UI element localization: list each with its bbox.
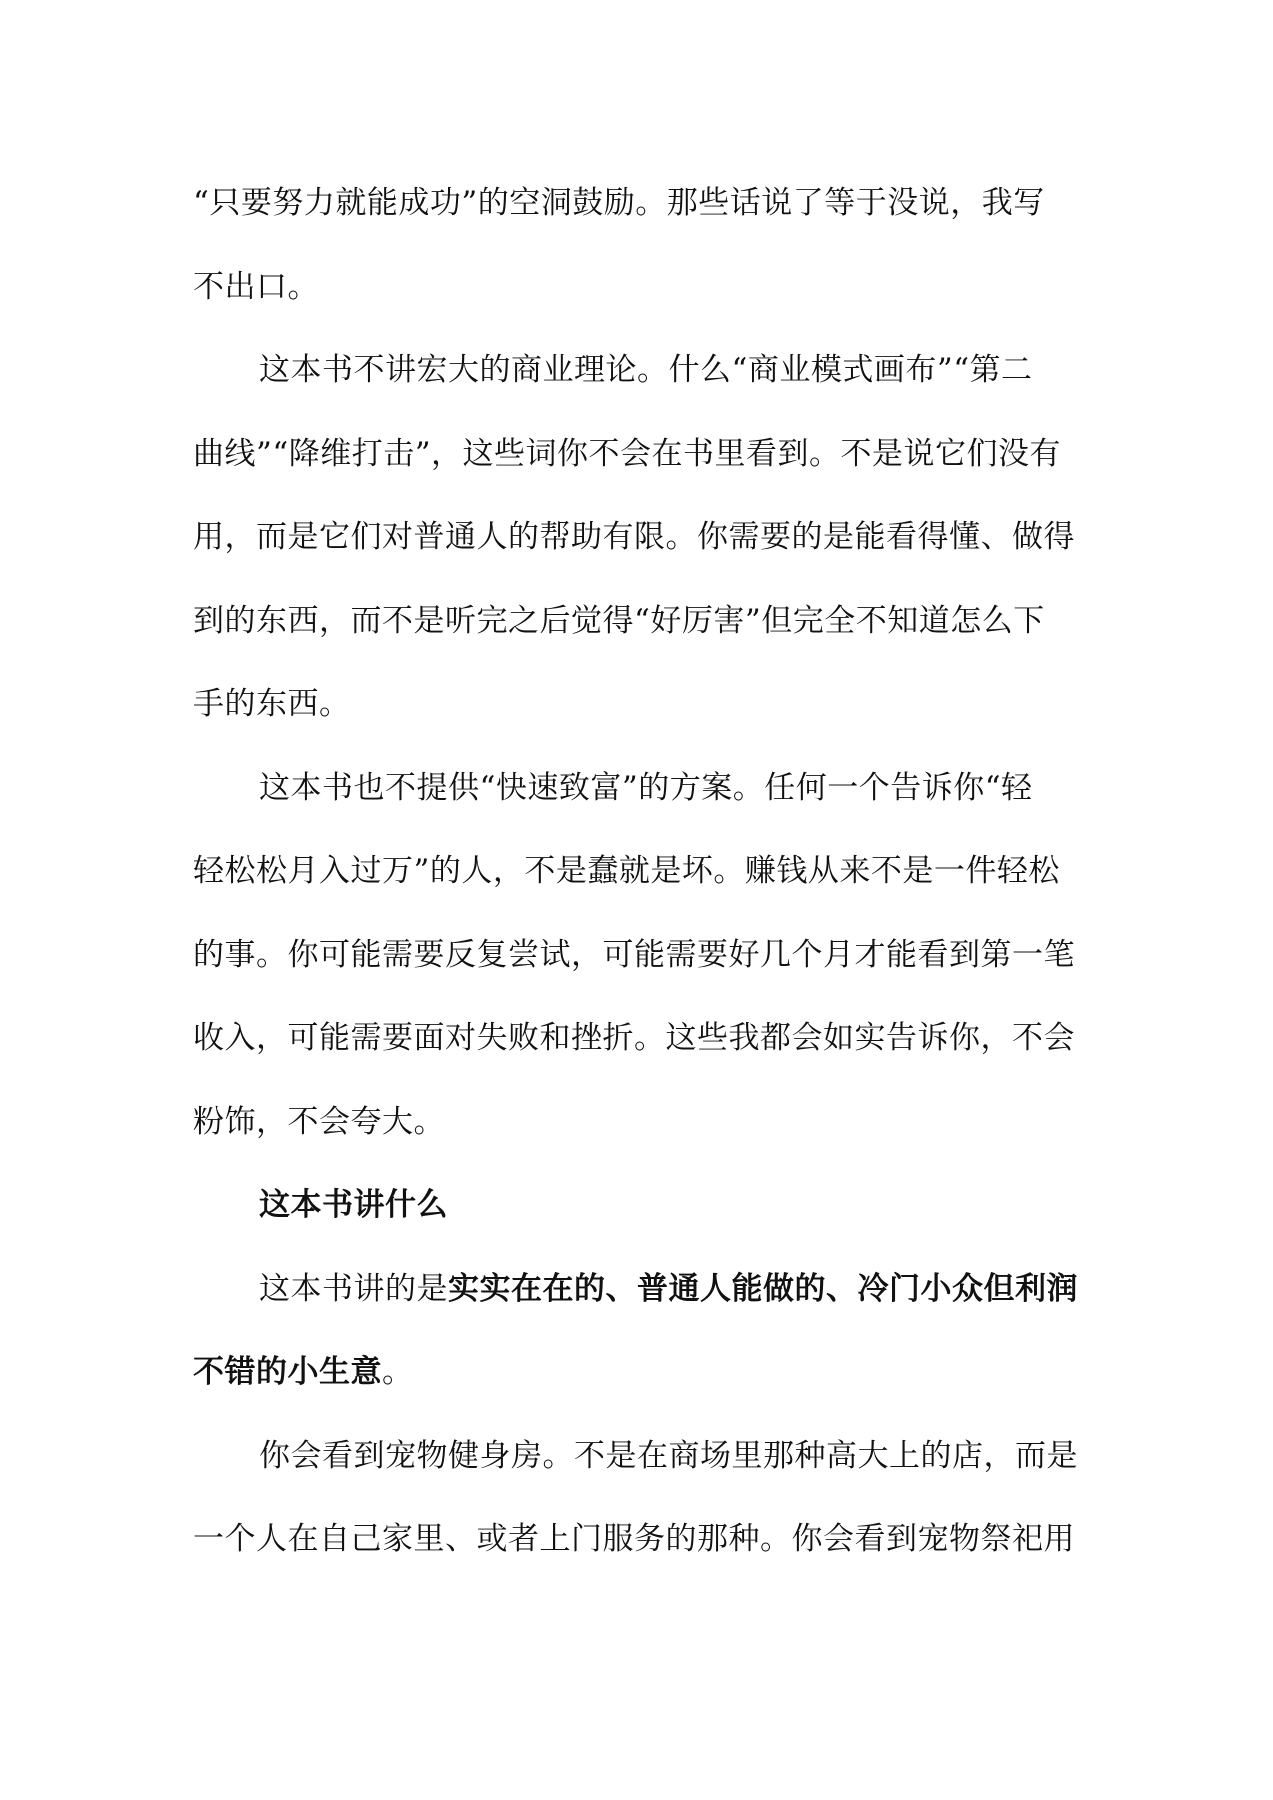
text-line: 一个人在自己家里、或者上门服务的那种。你会看到宠物祭祀用 [193,1521,1075,1557]
text-line: “只要努力就能成功”的空洞鼓励。那些话说了等于没说，我写 [193,185,1045,221]
text-line: 这本书不讲宏大的商业理论。什么“商业模式画布”“第二 [259,352,1033,388]
text-line: 用，而是它们对普通人的帮助有限。你需要的是能看得懂、做得 [193,519,1075,555]
text-line: 粉饰，不会夸大。 [193,1103,445,1140]
text-line [193,1248,1083,1332]
text-line: 不出口。 [193,268,319,305]
text-line [193,1331,1083,1415]
text-line: 轻松松月入过万”的人，不是蠢就是坏。赚钱从来不是一件轻松 [193,853,1060,889]
body-text [193,162,1083,1582]
text-line: 收入，可能需要面对失败和挫折。这些我都会如实告诉你，不会 [193,1020,1075,1056]
section-heading: 这本书讲什么 [259,1187,448,1223]
text-line: 你会看到宠物健身房。不是在商场里那种高大上的店，而是 [259,1437,1078,1474]
text-line: 手的东西。 [193,686,351,722]
text-line: 曲线”“降维打击”，这些词你不会在书里看到。不是说它们没有 [193,435,1062,472]
text-line: 的事。你可能需要反复尝试，可能需要好几个月才能看到第一笔 [193,936,1075,973]
text-line: 这本书也不提供“快速致富”的方案。任何一个告诉你“轻 [259,769,1033,806]
bold-text: 实实在在的、普通人能做的、冷门小众但利润 [448,1270,1078,1307]
bold-text: 不错的小生意 [193,1354,382,1390]
text-line: 到的东西，而不是听完之后觉得“好厉害”但完全不知道怎么下 [193,602,1045,639]
plain-text: 。 [382,1354,414,1390]
plain-text: 这本书讲的是 [259,1270,448,1307]
